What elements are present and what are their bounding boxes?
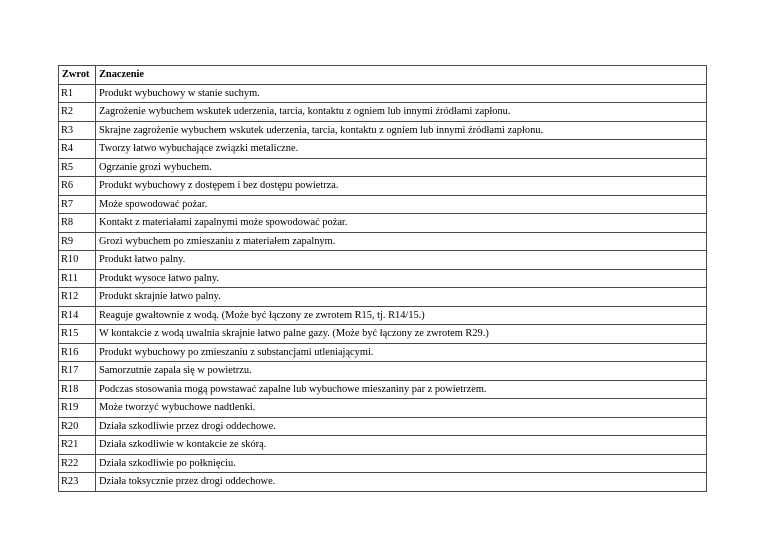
table-row (59, 417, 707, 436)
table-row (59, 84, 707, 103)
phrase-meaning: Ogrzanie grozi wybuchem. (96, 158, 707, 177)
table-row (59, 362, 707, 381)
table-row (59, 103, 707, 122)
table-row (59, 288, 707, 307)
phrase-code: R4 (59, 140, 96, 159)
risk-phrases-table (58, 65, 707, 492)
phrase-code: R18 (59, 380, 96, 399)
phrase-meaning: Skrajne zagrożenie wybuchem wskutek uderzenia, tarcia, kontaktu z ogniem lub innymi źródłami zapłonu. (96, 121, 707, 140)
phrase-code: R5 (59, 158, 96, 177)
table-header-row (59, 66, 707, 85)
phrase-code: R10 (59, 251, 96, 270)
phrase-meaning: Może tworzyć wybuchowe nadtlenki. (96, 399, 707, 418)
phrase-code: R8 (59, 214, 96, 233)
table-row (59, 454, 707, 473)
table-row (59, 214, 707, 233)
phrase-meaning: Produkt wysoce łatwo palny. (96, 269, 707, 288)
phrase-code: R7 (59, 195, 96, 214)
phrase-meaning: Działa toksycznie przez drogi oddechowe. (96, 473, 707, 492)
phrase-code: R1 (59, 84, 96, 103)
phrase-code: R11 (59, 269, 96, 288)
phrase-code: R22 (59, 454, 96, 473)
phrase-meaning: Produkt łatwo palny. (96, 251, 707, 270)
phrase-meaning: Samorzutnie zapala się w powietrzu. (96, 362, 707, 381)
phrase-code: R9 (59, 232, 96, 251)
phrase-meaning: Podczas stosowania mogą powstawać zapalne lub wybuchowe mieszaniny par z powietrzem. (96, 380, 707, 399)
phrase-code: R20 (59, 417, 96, 436)
phrase-code: R17 (59, 362, 96, 381)
phrase-code: R16 (59, 343, 96, 362)
phrase-code: R19 (59, 399, 96, 418)
phrase-meaning: Może spowodować pożar. (96, 195, 707, 214)
document-page (58, 65, 706, 492)
table-row (59, 473, 707, 492)
table-row (59, 380, 707, 399)
table-row (59, 195, 707, 214)
table-row (59, 140, 707, 159)
phrase-meaning: Produkt skrajnie łatwo palny. (96, 288, 707, 307)
phrase-code: R3 (59, 121, 96, 140)
table-row (59, 399, 707, 418)
table-row (59, 269, 707, 288)
table-row (59, 121, 707, 140)
table-body (59, 84, 707, 491)
table-row (59, 325, 707, 344)
phrase-meaning: Produkt wybuchowy w stanie suchym. (96, 84, 707, 103)
phrase-code: R12 (59, 288, 96, 307)
phrase-meaning: Produkt wybuchowy z dostępem i bez dostępu powietrza. (96, 177, 707, 196)
column-header-code: Zwrot (59, 66, 96, 85)
phrase-code: R2 (59, 103, 96, 122)
table-row (59, 177, 707, 196)
phrase-code: R15 (59, 325, 96, 344)
phrase-code: R6 (59, 177, 96, 196)
phrase-meaning: Reaguje gwałtownie z wodą. (Może być łączony ze zwrotem R15, tj. R14/15.) (96, 306, 707, 325)
phrase-meaning: Produkt wybuchowy po zmieszaniu z substancjami utleniającymi. (96, 343, 707, 362)
table-row (59, 232, 707, 251)
phrase-meaning: Tworzy łatwo wybuchające związki metaliczne. (96, 140, 707, 159)
phrase-meaning: Działa szkodliwie po połknięciu. (96, 454, 707, 473)
phrase-meaning: Działa szkodliwie w kontakcie ze skórą. (96, 436, 707, 455)
phrase-code: R14 (59, 306, 96, 325)
phrase-meaning: Zagrożenie wybuchem wskutek uderzenia, tarcia, kontaktu z ogniem lub innymi źródłami zapłonu. (96, 103, 707, 122)
phrase-meaning: Kontakt z materiałami zapalnymi może spowodować pożar. (96, 214, 707, 233)
column-header-meaning: Znaczenie (96, 66, 707, 85)
table-row (59, 251, 707, 270)
phrase-meaning: W kontakcie z wodą uwalnia skrajnie łatwo palne gazy. (Może być łączony ze zwrotem R29.) (96, 325, 707, 344)
table-row (59, 306, 707, 325)
phrase-code: R21 (59, 436, 96, 455)
table-row (59, 158, 707, 177)
phrase-code: R23 (59, 473, 96, 492)
phrase-meaning: Grozi wybuchem po zmieszaniu z materiałem zapalnym. (96, 232, 707, 251)
phrase-meaning: Działa szkodliwie przez drogi oddechowe. (96, 417, 707, 436)
table-row (59, 343, 707, 362)
table-row (59, 436, 707, 455)
